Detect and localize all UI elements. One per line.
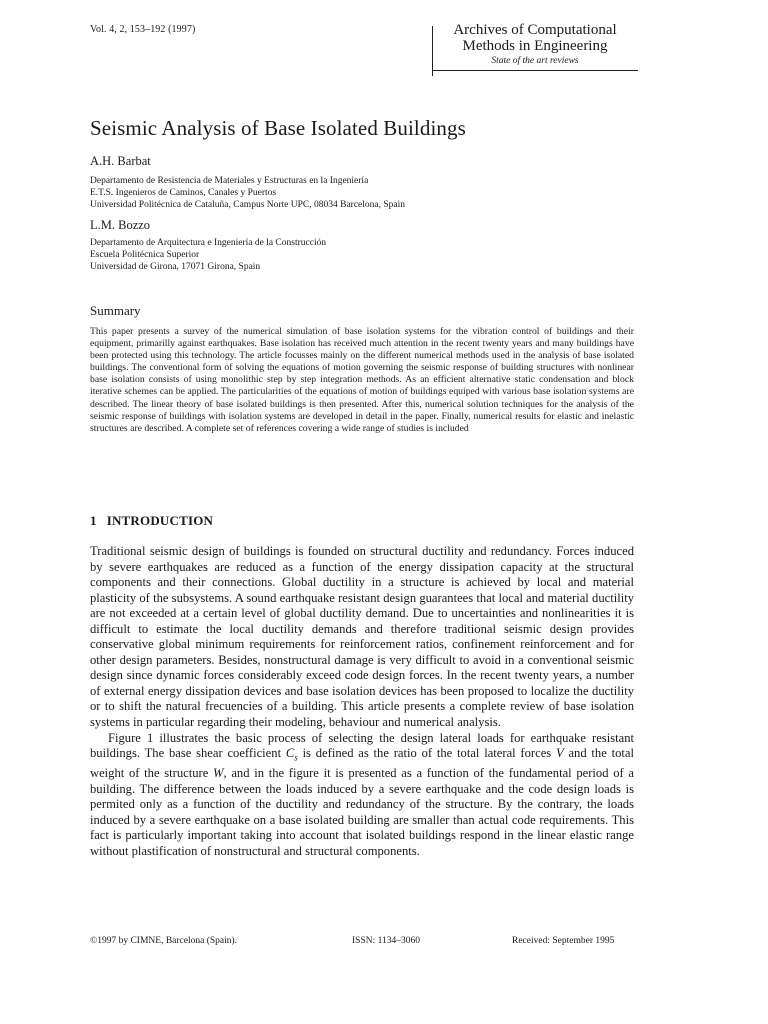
section-body — [90, 544, 634, 859]
section-title: INTRODUCTION — [106, 513, 214, 528]
summary-text: This paper presents a survey of the numerical simulation of base isolation systems for the vibration control of buildings and their equipment, primarilly against earthquakes. Base isolation has received much attention in the recent twenty years and many buildings have been protected using this technology. The article focusses mainly on the different numerical methods used in the analysis of base isolated buildings. The conventional form of solving the equations of motion governing the seismic response of building structures with nonlinear base isolation consists of using monolithic step by step integration methods. As an efficient alternative static condensation and block iterative schemes can be applied. The particularities of the equations of motion of buildings equiped with various base isolation systems are described. The linear theory of base isolated buildings is then presented. After this, numerical solution techniques for the analysis of the seismic response of buildings with isolation systems are developed in detail in the paper. Finally, numerical results for elastic and inelastic structures are described. A complete set of references covering a wide range of studies is included — [90, 326, 634, 434]
affiliation-line: E.T.S. Ingenieros de Caminos, Canales y Puertos — [90, 188, 277, 198]
section-heading — [90, 513, 213, 529]
affiliation-line: Universidad Politécnica de Cataluña, Campus Norte UPC, 08034 Barcelona, Spain — [90, 200, 406, 210]
author-affiliation — [90, 237, 326, 273]
footer-issn: ISSN: 1134–3060 — [352, 936, 421, 946]
body-paragraph: Traditional seismic design of buildings is founded on structural ductility and redundancy. Forces induced by severe earthquakes are reduced as a function of the energy dissipation capacity at the structural components and their connections. Global ductility in a structure is achieved by local and material plasticity of the subsystems. A sound earthquake resistant design guarantees that local and material ductility are not exceeded at a certain level of global ductility demand. Due to uncertainties and nonlinearities it is difficult to estimate the local ductility demands and therefore traditional seismic design provides conservative global minimum requirements for reinforcement ratios, confinement reinforcement and for other design parameters. Besides, nonstructural damage is very difficult to avoid in a conventional seismic design since dynamic forces considerably exceed code design forces. In the recent twenty years, a number of external energy dissipation devices and base isolation devices has been proposed to localize the ductility or to shift the natural frecuencies of a building. This article presents a complete review of base isolation systems in particular regarding their modeling, behaviour and numerical analysis. — [90, 544, 634, 730]
affiliation-line: Departamento de Arquitectura e Ingeniería de la Construcción — [90, 238, 327, 248]
author-name: A.H. Barbat — [90, 154, 151, 168]
journal-subtitle: State of the art reviews — [491, 56, 579, 66]
masthead-rule — [432, 26, 433, 76]
paper-title: Seismic Analysis of Base Isolated Buildings — [90, 116, 466, 140]
author-name: L.M. Bozzo — [90, 218, 151, 232]
body-paragraph: Figure 1 illustrates the basic process of selecting the design lateral loads for earthquake resistant buildings. The base shear coefficient $C_s$ is defined as the ratio of the total lateral forces V and the total weight of the structure W, and in the figure it is presented as a function of the fundamental period of a building. The difference between the loads induced by a severe earthquake and the code design loads is permited only as a function of the ductility and redundancy of the structure. By the contrary, the loads induced by a severe earthquake on a base isolated building are smaller than actual code requirements. This fact is particularly important taking into account that isolated buildings respond in the linear elastic range without plastification of nonstructural and structural components. — [90, 730, 634, 858]
volume-info: Vol. 4, 2, 153–192 (1997) — [90, 24, 196, 35]
affiliation-line: Departamento de Resistencia de Materiales y Estructuras en la Ingeniería — [90, 176, 369, 186]
journal-masthead — [432, 22, 638, 71]
section-number: 1 — [90, 513, 97, 528]
affiliation-line: Universidad de Girona, 17071 Girona, Spain — [90, 262, 261, 272]
footer-copyright: ©1997 by CIMNE, Barcelona (Spain). — [90, 936, 238, 946]
affiliation-line: Escuela Politécnica Superior — [90, 250, 200, 260]
summary-heading: Summary — [90, 303, 141, 318]
footer-received: Received: September 1995 — [512, 936, 615, 946]
journal-title-line2: Methods in Engineering — [462, 38, 608, 54]
author-affiliation — [90, 175, 405, 211]
journal-title-line1: Archives of Computational — [453, 22, 617, 38]
